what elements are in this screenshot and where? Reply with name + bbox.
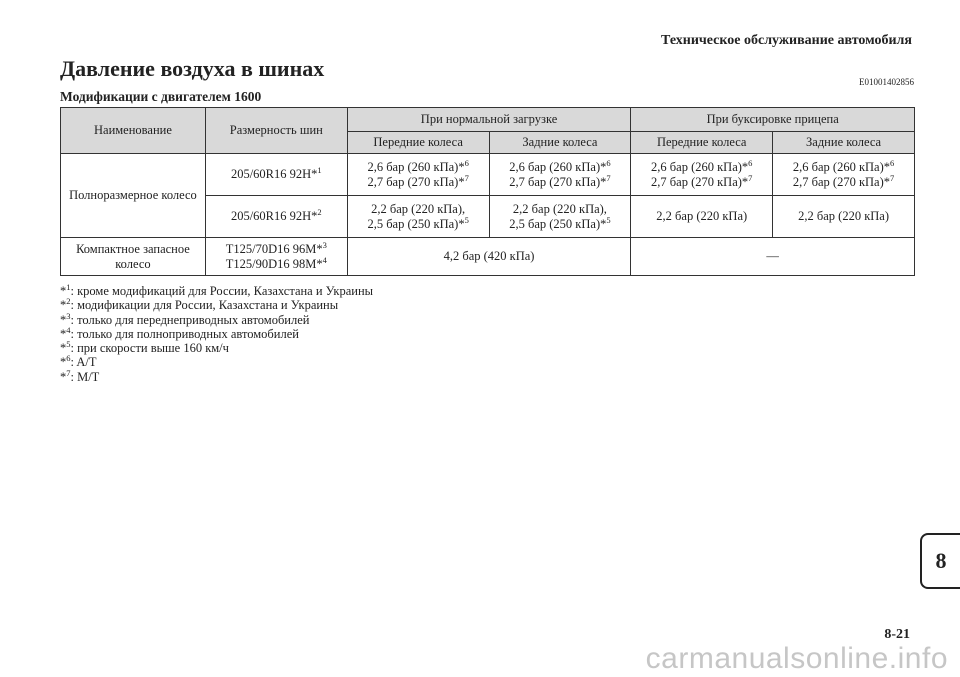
column-header-rear-normal: Задние колеса xyxy=(489,132,631,154)
footnote: *$^5$: при скорости выше 160 км/ч xyxy=(60,339,229,356)
column-header-rear-tow: Задние колеса xyxy=(773,132,915,154)
row-name-full-size: Полноразмерное колесо xyxy=(61,154,206,238)
pressure-cell: 2,6 бар (260 кПа)*$^6$ 2,7 бар (270 кПа)*$^7$ xyxy=(489,154,631,196)
chapter-tab: 8 xyxy=(920,533,960,589)
footnote: *$^6$: A/T xyxy=(60,353,97,370)
pressure-cell: 2,6 бар (260 кПа)*$^6$ 2,7 бар (270 кПа)*$^7$ xyxy=(347,154,489,196)
running-header: Техническое обслуживание автомобиля xyxy=(661,33,912,48)
footnote: *$^7$: M/T xyxy=(60,367,100,384)
pressure-cell: 2,6 бар (260 кПа)*$^6$ 2,7 бар (270 кПа)*$^7$ xyxy=(631,154,773,196)
pressure-cell: 2,2 бар (220 кПа), 2,5 бар (250 кПа)*$^5$ xyxy=(489,196,631,238)
tire-pressure-table xyxy=(60,107,915,276)
pressure-cell: 4,2 бар (420 кПа) xyxy=(347,238,631,276)
tire-size-cell: T125/70D16 96M*$^3$ T125/90D16 98M*$^4$ xyxy=(205,238,347,276)
pressure-cell: 2,6 бар (260 кПа)*$^6$ 2,7 бар (270 кПа)*$^7$ xyxy=(773,154,915,196)
page-title: Давление воздуха в шинах xyxy=(60,56,325,81)
footnote: *$^1$: кроме модификаций для России, Казахстана и Украины xyxy=(60,281,374,298)
pressure-cell: — xyxy=(631,238,915,276)
footnote: *$^4$: только для полноприводных автомобилей xyxy=(60,324,299,341)
footnote: *$^3$: только для переднеприводных автомобилей xyxy=(60,310,310,327)
page-number: 8-21 xyxy=(884,627,910,642)
table-row xyxy=(61,238,915,276)
section-subtitle: Модификации с двигателем 1600 xyxy=(60,89,262,104)
row-name-compact-spare: Компактное запасное колесо xyxy=(61,238,206,276)
tire-size-cell: 205/60R16 92H*$^1$ xyxy=(205,154,347,196)
column-header-front-normal: Передние колеса xyxy=(347,132,489,154)
pressure-cell: 2,2 бар (220 кПа), 2,5 бар (250 кПа)*$^5$ xyxy=(347,196,489,238)
table-header-row xyxy=(61,108,915,132)
watermark: carmanualsonline.info xyxy=(645,642,948,675)
pressure-cell: 2,2 бар (220 кПа) xyxy=(631,196,773,238)
column-group-normal: При нормальной загрузке xyxy=(347,108,631,132)
pressure-cell: 2,2 бар (220 кПа) xyxy=(773,196,915,238)
document-code: E01001402856 xyxy=(859,77,914,87)
column-header-name: Наименование xyxy=(61,108,206,154)
table-row xyxy=(61,154,915,196)
column-header-size: Размерность шин xyxy=(205,108,347,154)
footnote: *$^2$: модификации для России, Казахстана и Украины xyxy=(60,296,339,313)
column-header-front-tow: Передние колеса xyxy=(631,132,773,154)
footnotes xyxy=(60,281,374,384)
column-group-tow: При буксировке прицепа xyxy=(631,108,915,132)
tire-size-cell: 205/60R16 92H*$^2$ xyxy=(205,196,347,238)
